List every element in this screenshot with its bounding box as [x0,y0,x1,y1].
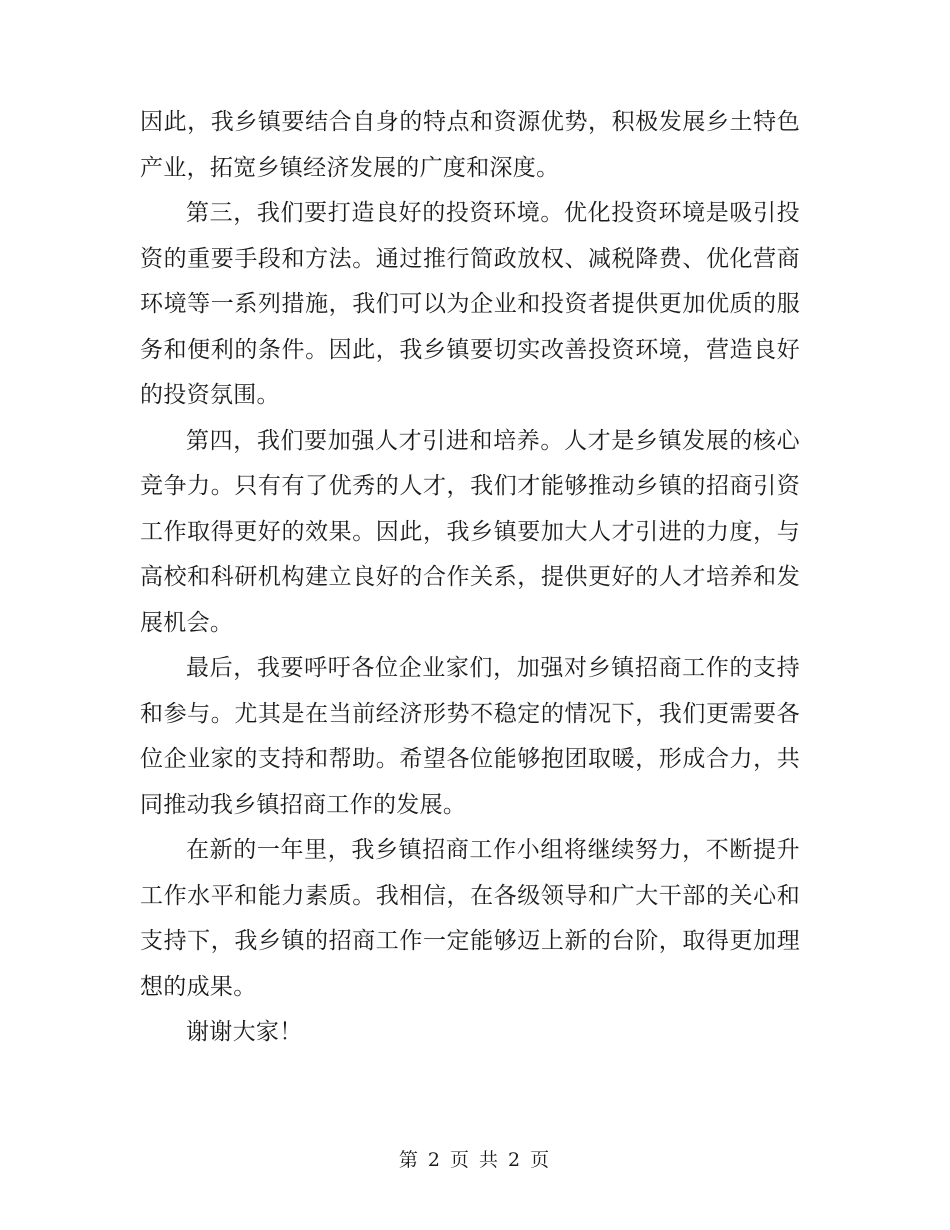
page-footer [0,1148,950,1172]
paragraph: 谢谢大家！ [186,1019,303,1045]
paragraph: 在新的一年里，我乡镇招商工作小组将继续努力，不断提升工作水平和能力素质。我相信，在各级领导和广大干部的关心和支持下，我乡镇的招商工作一定能够迈上新的台阶，取得更加理想的成果。 [140,837,800,1000]
paragraph: 因此，我乡镇要结合自身的特点和资源优势，积极发展乡土特色产业，拓宽乡镇经济发展的广度和深度。 [140,109,800,181]
document-body [140,100,800,1056]
paragraph: 第三，我们要打造良好的投资环境。优化投资环境是吸引投资的重要手段和方法。通过推行简政放权、减税降费、优化营商环境等一系列措施，我们可以为企业和投资者提供更加优质的服务和便利的条件。因此，我乡镇要切实改善投资环境，营造良好的投资氛围。 [140,200,800,408]
paragraph: 最后，我要呼吁各位企业家们，加强对乡镇招商工作的支持和参与。尤其是在当前经济形势不稳定的情况下，我们更需要各位企业家的支持和帮助。希望各位能够抱团取暖，形成合力，共同推动我乡镇招商工作的发展。 [140,655,800,818]
paragraph: 第四，我们要加强人才引进和培养。人才是乡镇发展的核心竞争力。只有有了优秀的人才，我们才能够推动乡镇的招商引资工作取得更好的效果。因此，我乡镇要加大人才引进的力度，与高校和科研机构建立良好的合作关系，提供更好的人才培养和发展机会。 [140,427,800,636]
page-number-label: 第 2 页 共 2 页 [398,1149,552,1171]
